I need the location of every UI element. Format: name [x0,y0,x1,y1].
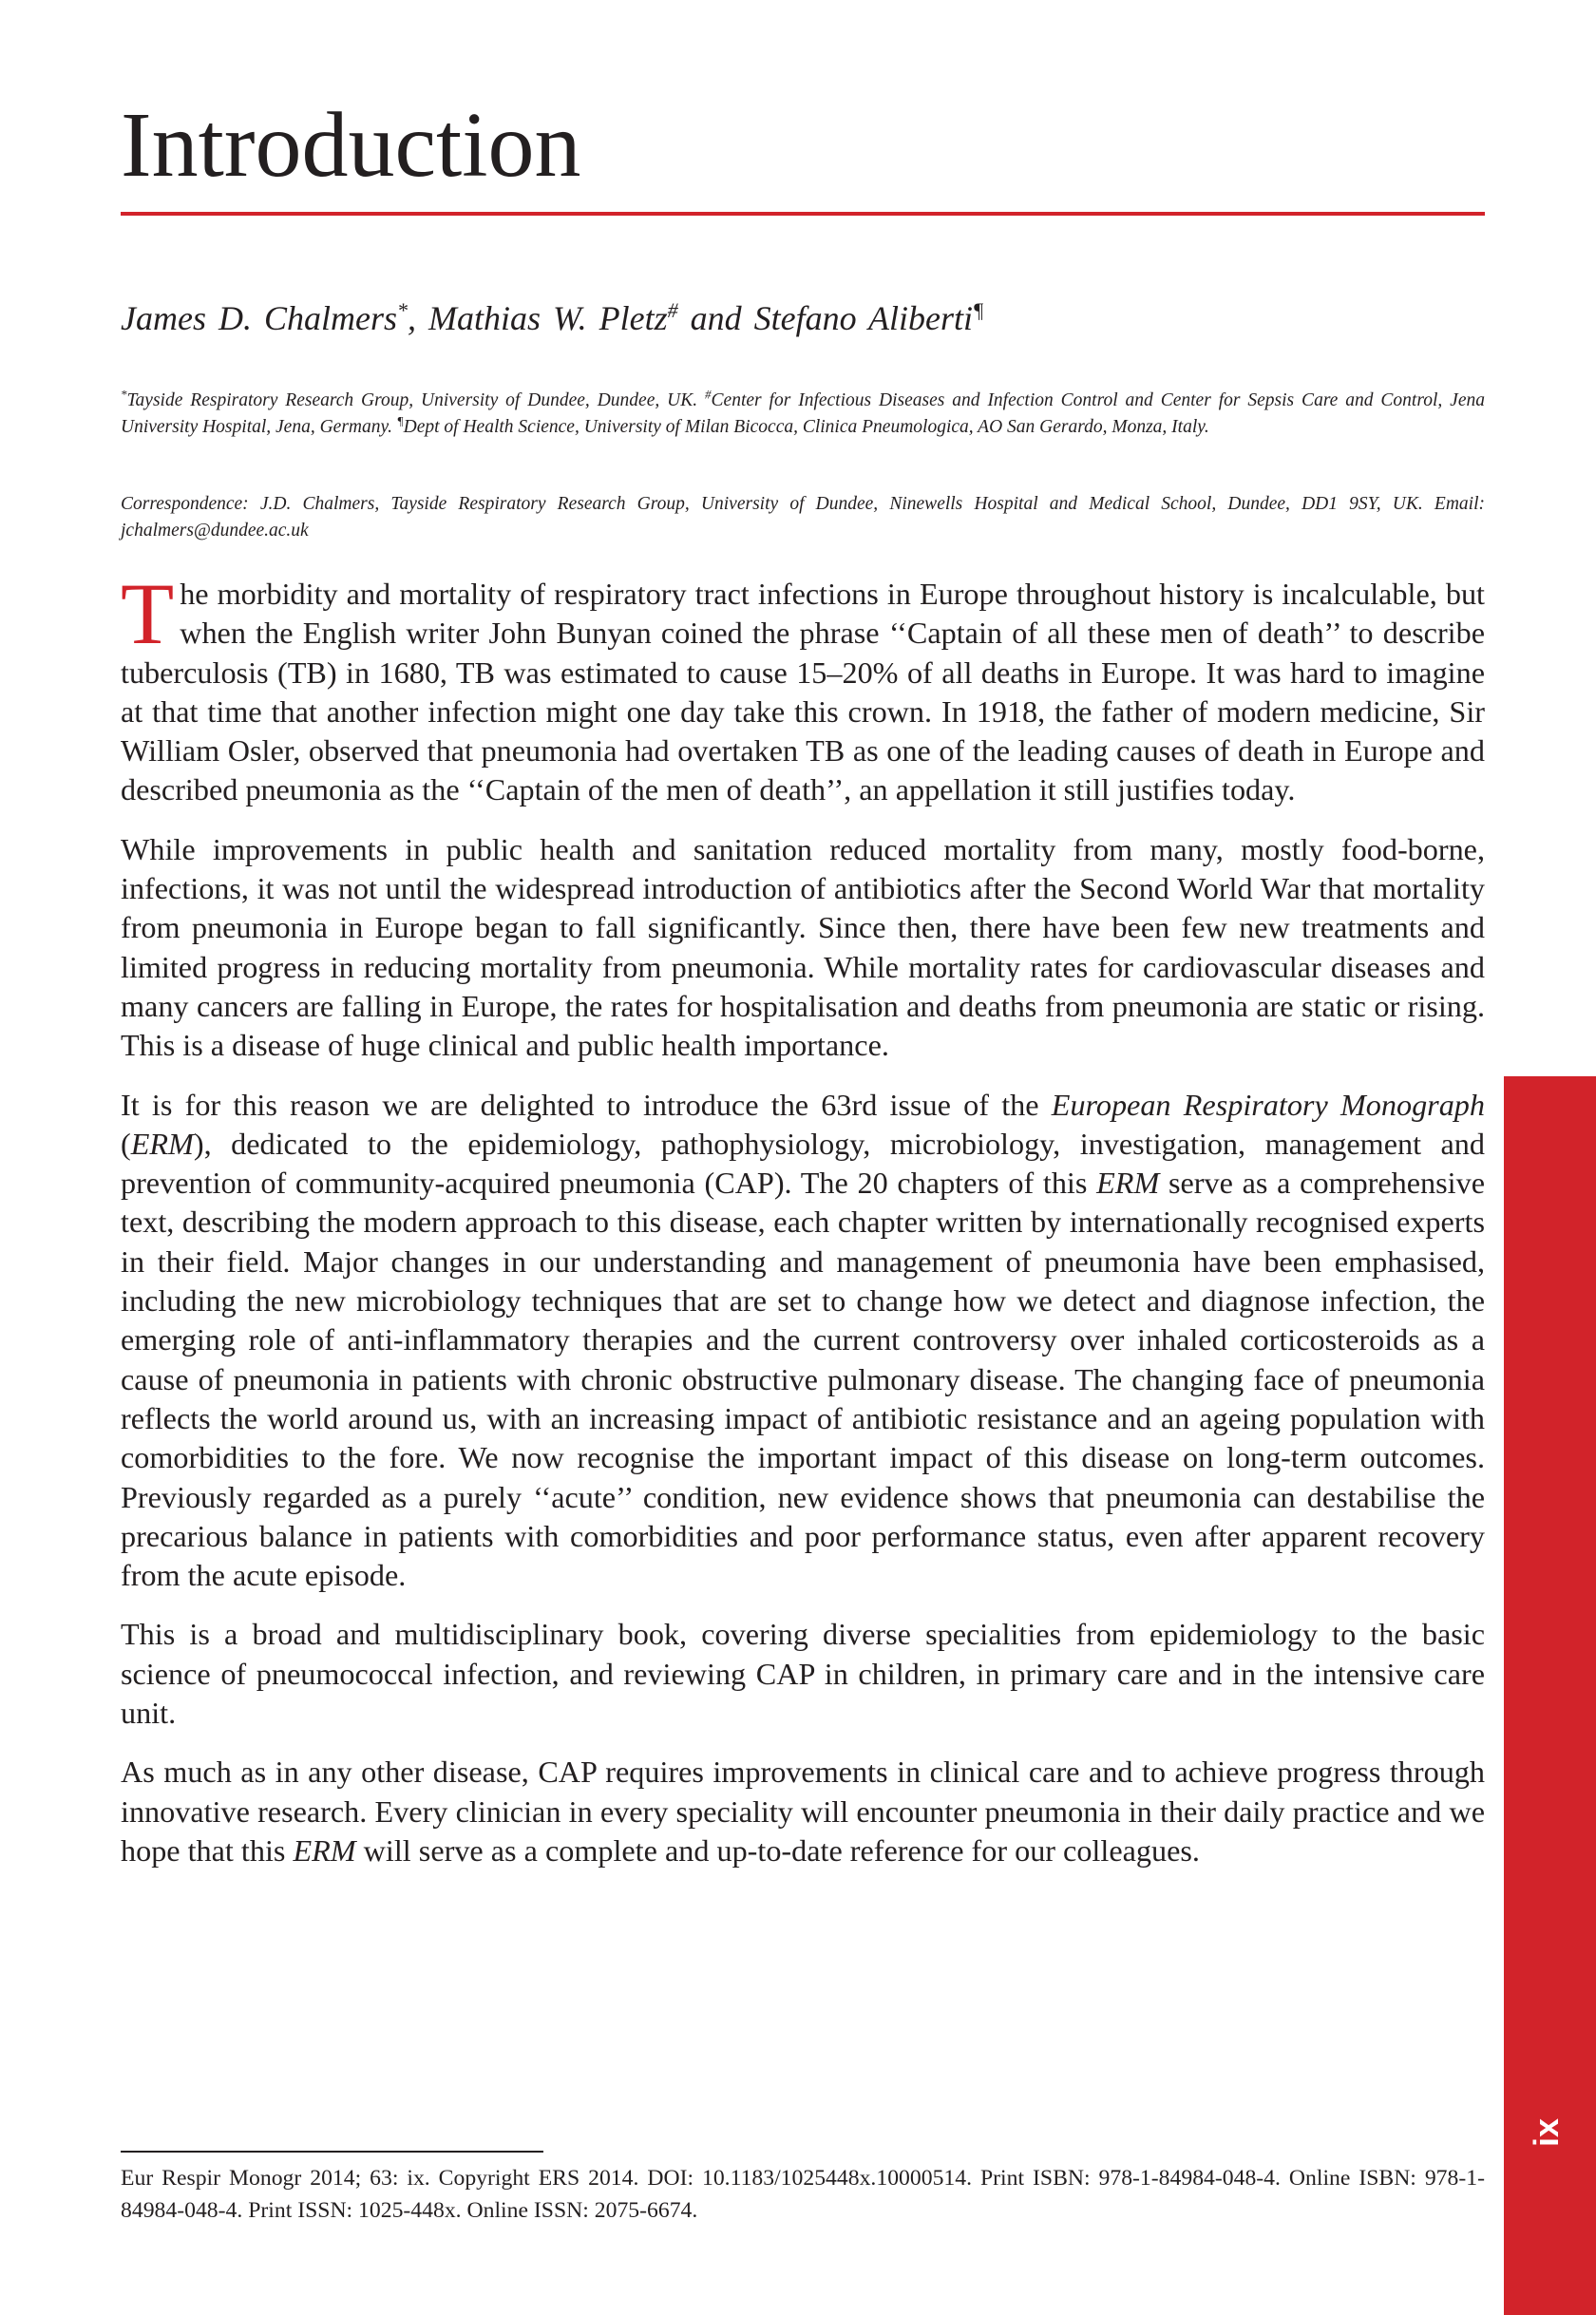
journal-abbreviation: ERM [293,1832,356,1868]
author-name: Stefano Aliberti [753,299,973,337]
affiliation-text: Center for Infectious Diseases and Infection Control and Center for Sepsis Care and Control, Jena University Hospital, Jena, Germany. [121,390,1485,437]
author-mark: # [667,298,678,322]
affiliation-mark: * [121,387,127,402]
paragraph-text: ( [121,1126,131,1161]
article-body [121,565,1485,1890]
affiliation-text: Dept of Health Science, University of Milan Bicocca, Clinica Pneumologica, AO San Gerardo, Monza, Italy. [403,417,1209,437]
correspondence: Correspondence: J.D. Chalmers, Tayside Respiratory Research Group, University of Dundee, Ninewells Hospital and Medical School, Dundee, DD1 9SY, UK. Email: jchalmers@dundee.ac.uk [121,494,1485,541]
journal-abbreviation: ERM [130,1126,194,1161]
affiliations [121,388,1485,441]
body-paragraph [121,1086,1485,1596]
drop-cap: T [121,565,175,662]
body-paragraph [121,565,1485,810]
author-list [121,296,1479,340]
body-paragraph [121,1753,1485,1870]
paragraph-text: ), dedicated to the epidemiology, pathophysiology, microbiology, investigation, management and prevention of community-acquired pneumonia (CAP). The 20 chapters of this [121,1126,1485,1201]
author-mark: ¶ [972,298,984,322]
paragraph-text: he morbidity and mortality of respiratory tract infections in Europe throughout history is incalculable, but when the English writer John Bunyan coined the phrase ‘‘Captain of all these men of death’’ to describe tuberculosis (TB) in 1680, TB was estimated to cause 15–20% of all deaths in Europe. It was hard to imagine at that time that another infection might one day take this crown. In 1918, the father of modern medicine, Sir William Osler, observed that pneumonia had overtaken TB as one of the leading causes of death in Europe and described pneumonia as the ‘‘Captain of the men of death’’, an appellation it still justifies today. [121,577,1485,807]
author-separator: , [407,299,428,337]
author-separator: and [677,299,754,337]
body-paragraph: While improvements in public health and sanitation reduced mortality from many, mostly food-borne, infections, it was not until the widespread introduction of antibiotics after the Second World War that mortality from pneumonia in Europe began to fall significantly. Since then, there have been few new treatments and limited progress in reducing mortality from pneumonia. While mortality rates for cardiovascular diseases and many cancers are falling in Europe, the rates for hospitalisation and deaths from pneumonia are static or rising. This is a disease of huge clinical and public health importance. [121,831,1485,1063]
author-name: James D. Chalmers [121,299,397,337]
page-title: Introduction [121,94,581,197]
affiliation-mark: # [705,387,712,402]
journal-title: European Respiratory Monograph [1051,1087,1485,1122]
journal-abbreviation: ERM [1096,1166,1160,1201]
paragraph-text: will serve as a complete and up-to-date reference for our colleagues. [355,1832,1200,1868]
footnote-divider [121,2151,543,2153]
author-name: Mathias W. Pletz [428,299,668,337]
paragraph-text: It is for this reason we are delighted to introduce the 63rd issue of the [121,1087,1052,1122]
affiliation-text: Tayside Respiratory Research Group, University of Dundee, Dundee, UK. [126,390,706,410]
paragraph-text: serve as a comprehensive text, describing the modern approach to this disease, each chapter written by internationally recognised experts in their field. Major changes in our understanding and management of pneumonia have been emphasised, including the new microbiology techniques that are set to change how we detect and diagnose infection, the emerging role of anti-inflammatory therapies and the current controversy over inhaled corticosteroids as a cause of pneumonia in patients with chronic obstructive pulmonary disease. The changing face of pneumonia reflects the world around us, with an increasing impact of antibiotic resistance and an ageing population with comorbidities to the fore. We now recognise the important impact of this disease on long-term outcomes. Previously regarded as a purely ‘‘acute’’ condition, new evidence shows that pneumonia can destabilise the precarious balance in patients with comorbidities and poor performance status, even after apparent recovery from the acute episode. [121,1166,1485,1593]
body-paragraph: This is a broad and multidisciplinary book, covering diverse specialities from epidemiology to the basic science of pneumococcal infection, and reviewing CAP in children, in primary care and in the intensive care unit. [121,1617,1485,1731]
page-number: ix [1527,2117,1566,2148]
affiliation-mark: ¶ [396,413,404,428]
author-mark: * [396,298,408,322]
title-underline [121,212,1485,216]
citation-footnote: Eur Respir Monogr 2014; 63: ix. Copyright ERS 2014. DOI: 10.1183/1025448x.10000514. Print ISBN: 978-1-84984-048-4. Online ISBN: 978-1-84984-048-4. Print ISSN: 1025-448x. Online ISSN: 2075-6674. [121,2166,1485,2223]
paragraph-text: As much as in any other disease, CAP requires improvements in clinical care and to achieve progress through innovative research. Every clinician in every speciality will encounter pneumonia in their daily practice and we hope that this [121,1755,1485,1868]
